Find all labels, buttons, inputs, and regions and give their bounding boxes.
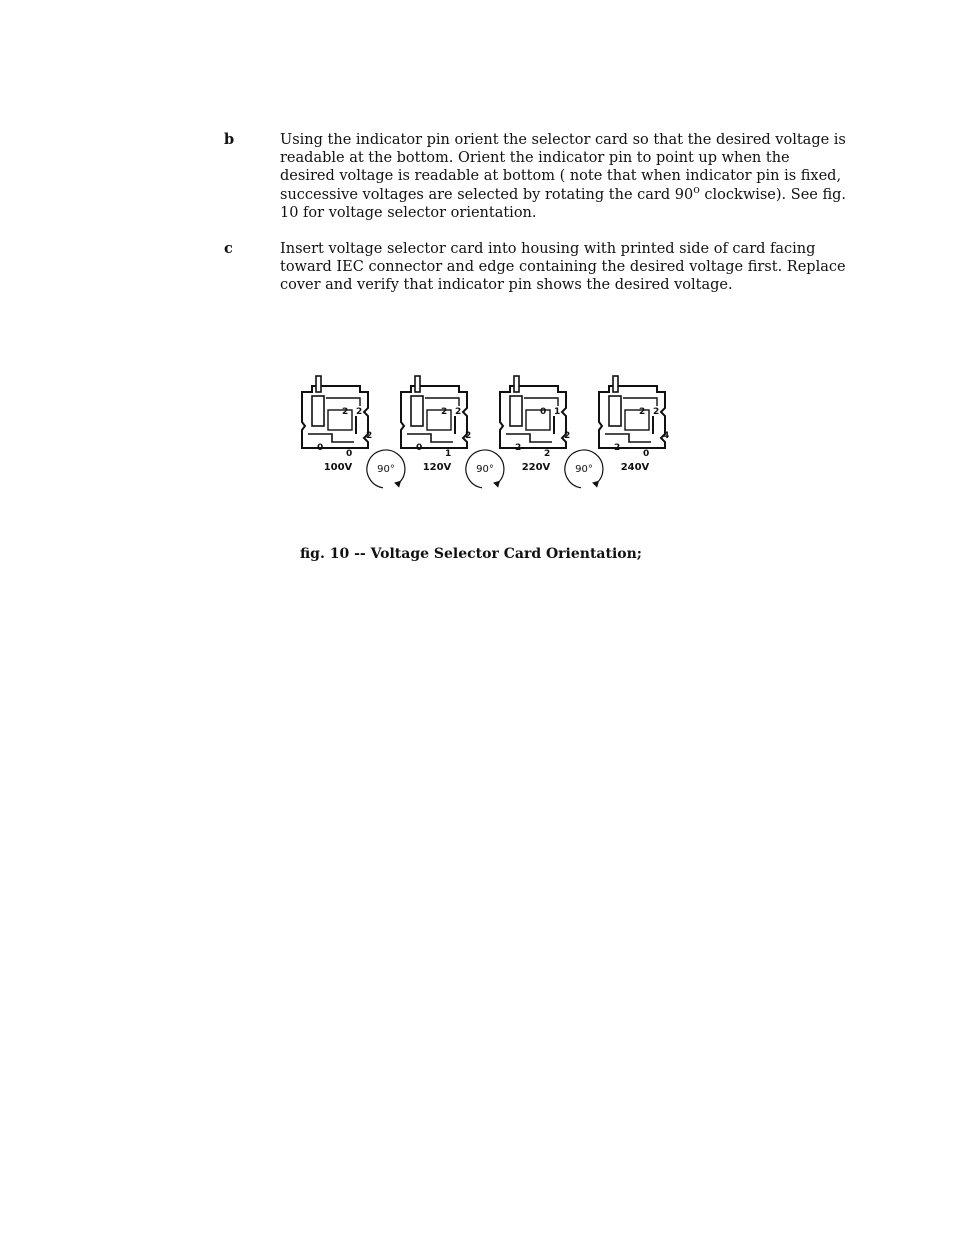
card-digit: 2 (465, 431, 472, 441)
step-text: Insert voltage selector card into housing with printed side of card facing toward IEC connector and edge containing the desired voltage first. Replace cover and verify that indicator pin shows the desired voltage. (280, 241, 846, 294)
rotation-indicator (466, 450, 504, 488)
card-digit: 0 (540, 407, 547, 417)
card-digit: 2 (356, 407, 363, 417)
arrow-head-icon (394, 481, 401, 488)
figure-caption: fig. 10 -- Voltage Selector Card Orientation; (300, 546, 642, 562)
step-letter: b (224, 131, 235, 148)
voltage-selector-diagram (296, 372, 676, 492)
rotation-label: 90° (476, 464, 494, 475)
card-digit: 2 (639, 407, 646, 417)
indicator-pin (316, 376, 321, 392)
card-digit: 2 (366, 431, 373, 441)
card-digit: 1 (554, 407, 561, 417)
card-digit: 2 (564, 431, 571, 441)
voltage-label: 220V (521, 462, 551, 473)
step-text-part: Using the indicator pin orient the selector card so that the desired voltage is readable at the bottom. Orient the indicator pin to point up when the desired voltage is readable at bottom ( note that when indicator pin is fixed, successive voltages are selected by rotating the card 90 (280, 132, 846, 203)
indicator-pin (415, 376, 420, 392)
step-text (280, 131, 848, 222)
card-digit: 1 (445, 449, 452, 459)
voltage-label: 100V (323, 462, 353, 473)
rotation-label: 90° (575, 464, 593, 475)
selector-card (500, 376, 570, 459)
arrow-head-icon (493, 481, 500, 488)
voltage-label: 120V (422, 462, 452, 473)
indicator-pin (514, 376, 519, 392)
rotation-indicator (367, 450, 405, 488)
step-text-part: clockwise). See fig. 10 for voltage selector orientation. (280, 186, 847, 221)
card-digit: 2 (544, 449, 551, 459)
card-digit: 0 (317, 443, 324, 453)
card-digit: 2 (342, 407, 349, 417)
card-digit: 2 (515, 443, 522, 453)
degree-superscript: o (693, 182, 700, 196)
voltage-label: 240V (620, 462, 650, 473)
selector-card (401, 376, 471, 459)
arrow-head-icon (592, 481, 599, 488)
card-digit: 2 (441, 407, 448, 417)
selector-card (599, 376, 669, 459)
card-digit: 2 (455, 407, 462, 417)
indicator-pin (613, 376, 618, 392)
rotation-indicator (565, 450, 603, 488)
selector-card (302, 376, 372, 459)
card-digit: 2 (653, 407, 660, 417)
card-digit: 0 (346, 449, 353, 459)
card-digit: 2 (614, 443, 621, 453)
rotation-label: 90° (377, 464, 395, 475)
voltage-selector-figure (296, 372, 676, 492)
card-digit: 0 (416, 443, 423, 453)
card-digit: 0 (643, 449, 650, 459)
step-letter: c (224, 240, 233, 257)
card-digit: 4 (663, 431, 670, 441)
